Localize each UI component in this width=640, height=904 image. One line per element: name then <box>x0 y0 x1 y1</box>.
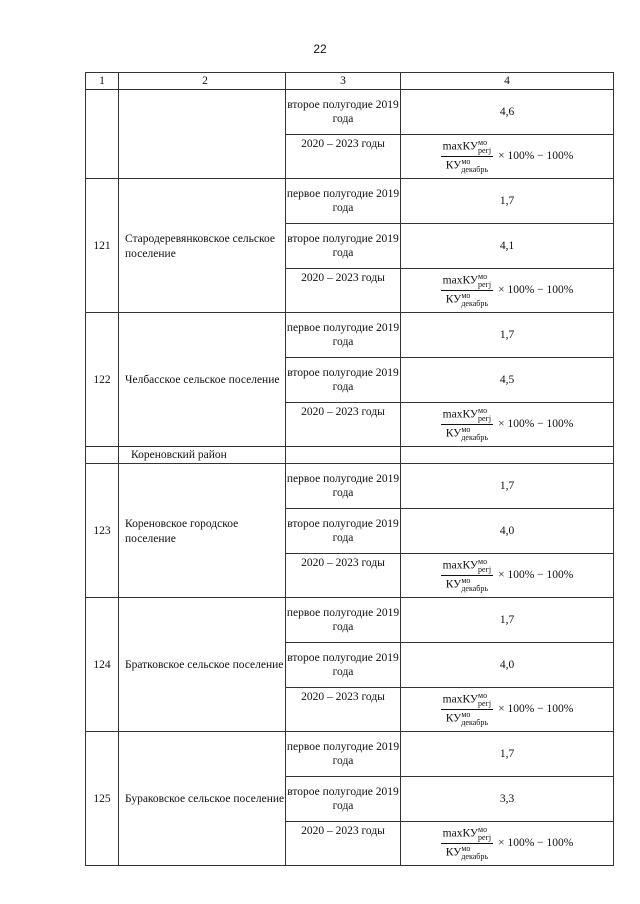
row-number: 121 <box>86 179 119 313</box>
value-cell: 4,5 <box>401 358 614 403</box>
tariff-table <box>85 72 614 866</box>
value-cell: 4,6 <box>401 90 614 135</box>
formula-numerator: maxКУ мо регj <box>442 406 492 423</box>
formula-numerator: maxКУ мо регj <box>442 691 492 708</box>
formula-fraction <box>441 407 493 442</box>
formula-cell <box>401 688 614 732</box>
district-value-cell <box>401 447 614 464</box>
term-cell: второе полугодие 2019 года <box>286 224 401 269</box>
term-cell: 2020 – 2023 годы <box>286 269 401 313</box>
term-cell: второе полугодие 2019 года <box>286 358 401 403</box>
formula <box>441 139 574 174</box>
formula-denominator: КУ мо декабрь <box>445 291 488 308</box>
term-cell: 2020 – 2023 годы <box>286 135 401 179</box>
formula-rest: × 100% − 100% <box>498 569 574 582</box>
formula-numerator: maxКУ мо регj <box>442 138 492 155</box>
header-col-3: 3 <box>286 73 401 90</box>
settlement-name: Челбасское сельское поселение <box>119 313 286 447</box>
term-cell: первое полугодие 2019 года <box>286 179 401 224</box>
formula-fraction <box>441 139 493 174</box>
formula-rest: × 100% − 100% <box>498 837 574 850</box>
formula-cell <box>401 403 614 447</box>
formula-denominator: КУ мо декабрь <box>445 844 488 861</box>
settlement-name: Кореновское городское поселение <box>119 464 286 598</box>
district-num-cell <box>86 447 119 464</box>
settlement-row <box>86 732 614 777</box>
term-cell: второе полугодие 2019 года <box>286 643 401 688</box>
term-cell: второе полугодие 2019 года <box>286 90 401 135</box>
header-row <box>86 73 614 90</box>
settlement-row <box>86 464 614 509</box>
row-number: 122 <box>86 313 119 447</box>
value-cell: 4,1 <box>401 224 614 269</box>
formula <box>441 826 574 861</box>
continued-row-second-half <box>86 90 614 135</box>
value-cell: 4,0 <box>401 643 614 688</box>
formula <box>441 558 574 593</box>
formula-fraction <box>441 558 493 593</box>
district-row <box>86 447 614 464</box>
formula-fraction <box>441 692 493 727</box>
continued-name-cell <box>119 90 286 179</box>
term-cell: первое полугодие 2019 года <box>286 732 401 777</box>
formula-cell <box>401 822 614 866</box>
formula-fraction <box>441 273 493 308</box>
formula <box>441 692 574 727</box>
row-number: 125 <box>86 732 119 866</box>
continued-num-cell <box>86 90 119 179</box>
term-cell: 2020 – 2023 годы <box>286 554 401 598</box>
formula-cell <box>401 554 614 598</box>
header-col-4: 4 <box>401 73 614 90</box>
page-number: 22 <box>313 42 327 56</box>
formula-cell <box>401 135 614 179</box>
formula <box>441 273 574 308</box>
formula-numerator: maxКУ мо регj <box>442 272 492 289</box>
formula-numerator: maxКУ мо регj <box>442 825 492 842</box>
district-term-cell <box>286 447 401 464</box>
formula-cell <box>401 269 614 313</box>
term-cell: первое полугодие 2019 года <box>286 464 401 509</box>
value-cell: 3,3 <box>401 777 614 822</box>
settlement-name: Братковское сельское поселение <box>119 598 286 732</box>
settlement-name: Стародеревянковское сельское поселение <box>119 179 286 313</box>
formula <box>441 407 574 442</box>
formula-rest: × 100% − 100% <box>498 418 574 431</box>
settlement-row <box>86 598 614 643</box>
formula-rest: × 100% − 100% <box>498 150 574 163</box>
formula-fraction <box>441 826 493 861</box>
settlement-name: Бураковское сельское поселение <box>119 732 286 866</box>
value-cell: 1,7 <box>401 732 614 777</box>
term-cell: второе полугодие 2019 года <box>286 777 401 822</box>
formula-numerator: maxКУ мо регj <box>442 557 492 574</box>
header-col-1: 1 <box>86 73 119 90</box>
formula-rest: × 100% − 100% <box>498 703 574 716</box>
term-cell: 2020 – 2023 годы <box>286 403 401 447</box>
formula-denominator: КУ мо декабрь <box>445 157 488 174</box>
row-number: 124 <box>86 598 119 732</box>
header-col-2: 2 <box>119 73 286 90</box>
district-name: Кореновский район <box>119 447 286 464</box>
value-cell: 1,7 <box>401 598 614 643</box>
settlement-row <box>86 179 614 224</box>
settlement-row <box>86 313 614 358</box>
term-cell: первое полугодие 2019 года <box>286 598 401 643</box>
term-cell: 2020 – 2023 годы <box>286 688 401 732</box>
value-cell: 1,7 <box>401 179 614 224</box>
value-cell: 1,7 <box>401 464 614 509</box>
row-number: 123 <box>86 464 119 598</box>
formula-rest: × 100% − 100% <box>498 284 574 297</box>
formula-denominator: КУ мо декабрь <box>445 425 488 442</box>
term-cell: 2020 – 2023 годы <box>286 822 401 866</box>
term-cell: второе полугодие 2019 года <box>286 509 401 554</box>
value-cell: 1,7 <box>401 313 614 358</box>
formula-denominator: КУ мо декабрь <box>445 576 488 593</box>
formula-denominator: КУ мо декабрь <box>445 710 488 727</box>
value-cell: 4,0 <box>401 509 614 554</box>
term-cell: первое полугодие 2019 года <box>286 313 401 358</box>
